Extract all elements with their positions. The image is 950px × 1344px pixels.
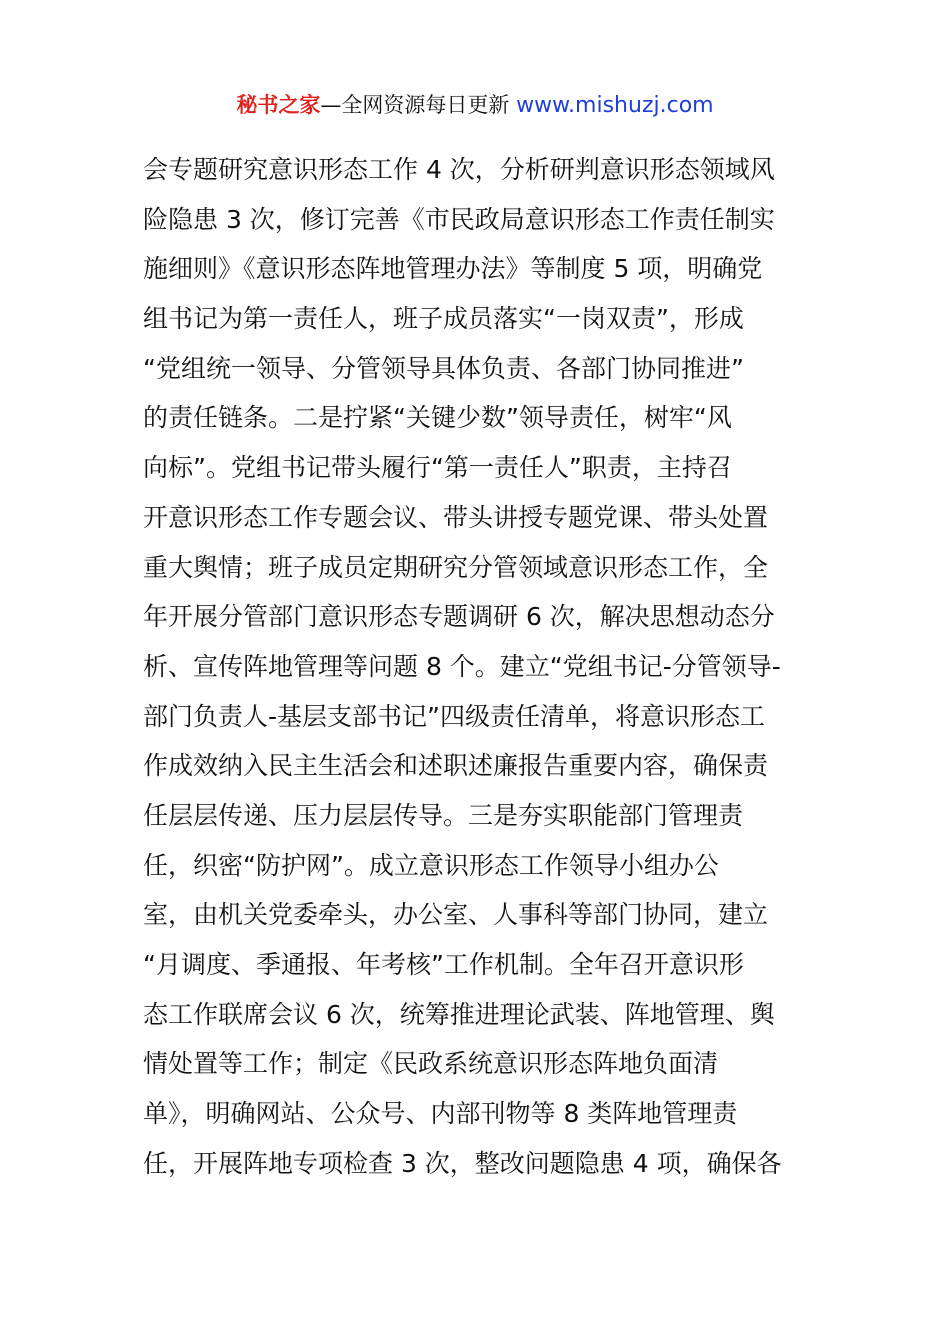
- body-line: 施细则》《意识形态阵地管理办法》等制度 5 项，明确党: [143, 254, 763, 284]
- header-tagline: —全网资源每日更新: [320, 93, 517, 117]
- body-line: 任，织密“防护网”。成立意识形态工作领导小组办公: [143, 850, 719, 880]
- body-line: 任，开展阵地专项检查 3 次，整改问题隐患 4 项，确保各: [143, 1148, 782, 1178]
- body-line: 重大舆情；班子成员定期研究分管领域意识形态工作，全: [143, 552, 769, 582]
- body-line: 向标”。党组书记带头履行“第一责任人”职责，主持召: [143, 453, 732, 483]
- body-line: 开意识形态工作专题会议、带头讲授专题党课、带头处置: [143, 502, 769, 532]
- body-line: 险隐患 3 次，修订完善《市民政局意识形态工作责任制实: [143, 204, 775, 234]
- body-line: 态工作联席会议 6 次，统筹推进理论武装、阵地管理、舆: [143, 999, 775, 1029]
- body-line: “党组统一领导、分管领导具体负责、各部门协同推进”: [143, 353, 744, 383]
- body-line: 的责任链条。二是拧紧“关键少数”领导责任，树牢“风: [143, 403, 732, 433]
- body-line: 组书记为第一责任人，班子成员落实“一岗双责”，形成: [143, 304, 744, 334]
- body-line: 单》，明确网站、公众号、内部刊物等 8 类阵地管理责: [143, 1099, 738, 1129]
- brand-name: 秘书之家: [236, 93, 321, 117]
- body-line: 室，由机关党委牵头，办公室、人事科等部门协同，建立: [143, 900, 769, 930]
- body-line: 作成效纳入民主生活会和述职述廉报告重要内容，确保责: [143, 751, 769, 781]
- body-line: 任层层传递、压力层层传导。三是夯实职能部门管理责: [143, 800, 744, 830]
- body-line: “月调度、季通报、年考核”工作机制。全年召开意识形: [143, 950, 744, 979]
- body-line: 年开展分管部门意识形态专题调研 6 次，解决思想动态分: [143, 602, 775, 632]
- body-line: 会专题研究意识形态工作 4 次，分析研判意识形态领域风: [143, 155, 775, 184]
- document-body: [143, 145, 823, 1188]
- body-line: 析、宣传阵地管理等问题 8 个。建立“党组书记-分管领导-: [143, 651, 781, 681]
- body-line: 部门负责人-基层支部书记”四级责任清单，将意识形态工: [143, 701, 765, 731]
- site-url-link[interactable]: www.mishuzj.com: [516, 93, 714, 118]
- site-header: [0, 90, 950, 121]
- body-line: 情处置等工作；制定《民政系统意识形态阵地负面清: [143, 1049, 719, 1079]
